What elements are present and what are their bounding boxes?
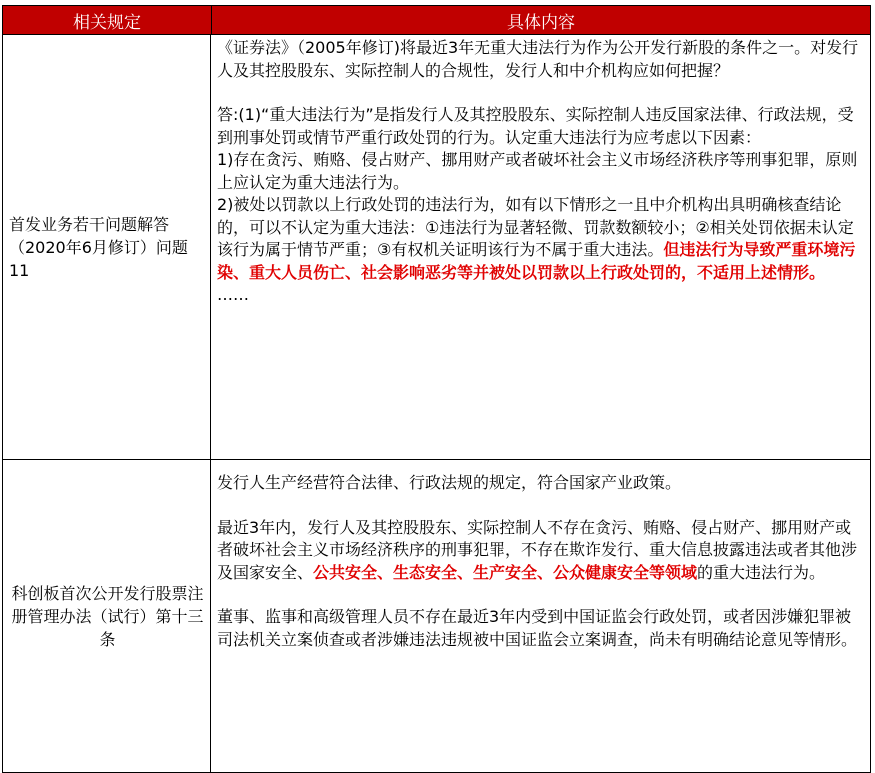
- table-row: [3, 35, 870, 460]
- table-row: [3, 460, 870, 772]
- answer-item-2-text: 2)被处以罚款以上行政处罚的违法行为，如有以下情形之一且中介机构出具明确核查结论的，可以不认定为重大违法：①违法行为显著轻微、罚款数额较小；②相关处罚依据未认定该行为属于情节严重；③有权机关证明该行为不属于重大违法。: [217, 195, 854, 259]
- content-cell: [211, 35, 870, 459]
- regulation-cell: 科创板首次公开发行股票注册管理办法（试行）第十三条: [3, 460, 211, 772]
- regulation-cell: 首发业务若干问题解答（2020年6月修订）问题11: [3, 35, 211, 459]
- paragraph-2: [217, 517, 862, 585]
- header-regulation: 相关规定: [3, 6, 212, 34]
- paragraph-2-text-b: 的重大违法行为。: [697, 562, 826, 582]
- regulation-table: [2, 5, 871, 773]
- paragraph-3: 董事、监事和高级管理人员不存在最近3年内受到中国证监会行政处罚，或者因涉嫌犯罪被司法机关立案侦查或者涉嫌违法违规被中国证监会立案调查，尚未有明确结论意见等情形。: [217, 607, 858, 649]
- answer-intro: 答:(1)“重大违法行为”是指发行人及其控股股东、实际控制人违反国家法律、行政法规，受到刑事处罚或情节严重行政处罚的行为。认定重大违法行为应考虑以下因素：: [217, 105, 854, 147]
- paragraph-2-text-a: 最近3年内，发行人及其控股股东、实际控制人不存在贪污、贿赂、侵占财产、挪用财产或者破坏社会主义市场经济秩序的刑事犯罪，不存在欺诈发行、重大信息披露违法或者其他涉及国家安全、: [217, 517, 858, 582]
- question-text: 《证券法》（2005年修订)将最近3年无重大违法行为作为公开发行新股的条件之一。对发行人及其控股股东、实际控制人的合规性，发行人和中介机构应如何把握？: [217, 38, 859, 80]
- answer-item-2: [217, 194, 862, 284]
- header-content: 具体内容: [507, 12, 575, 33]
- answer-item-1: 1)存在贪污、贿赂、侵占财产、挪用财产或者破坏社会主义市场经济秩序等刑事犯罪，原则上应认定为重大违法行为。: [217, 150, 858, 192]
- emphasis-text: 但违法行为导致严重环境污染、重大人员伤亡、社会影响恶劣等并被处以罚款以上行政处罚的，不适用上述情形。: [217, 240, 856, 282]
- table-header: [3, 6, 870, 35]
- paragraph-1: 发行人生产经营符合法律、行政法规的规定，符合国家产业政策。: [217, 473, 682, 492]
- emphasis-text: 公共安全、生态安全、生产安全、公众健康安全等领域: [313, 562, 698, 582]
- content-cell: [211, 460, 870, 772]
- ellipsis: ……: [217, 285, 249, 304]
